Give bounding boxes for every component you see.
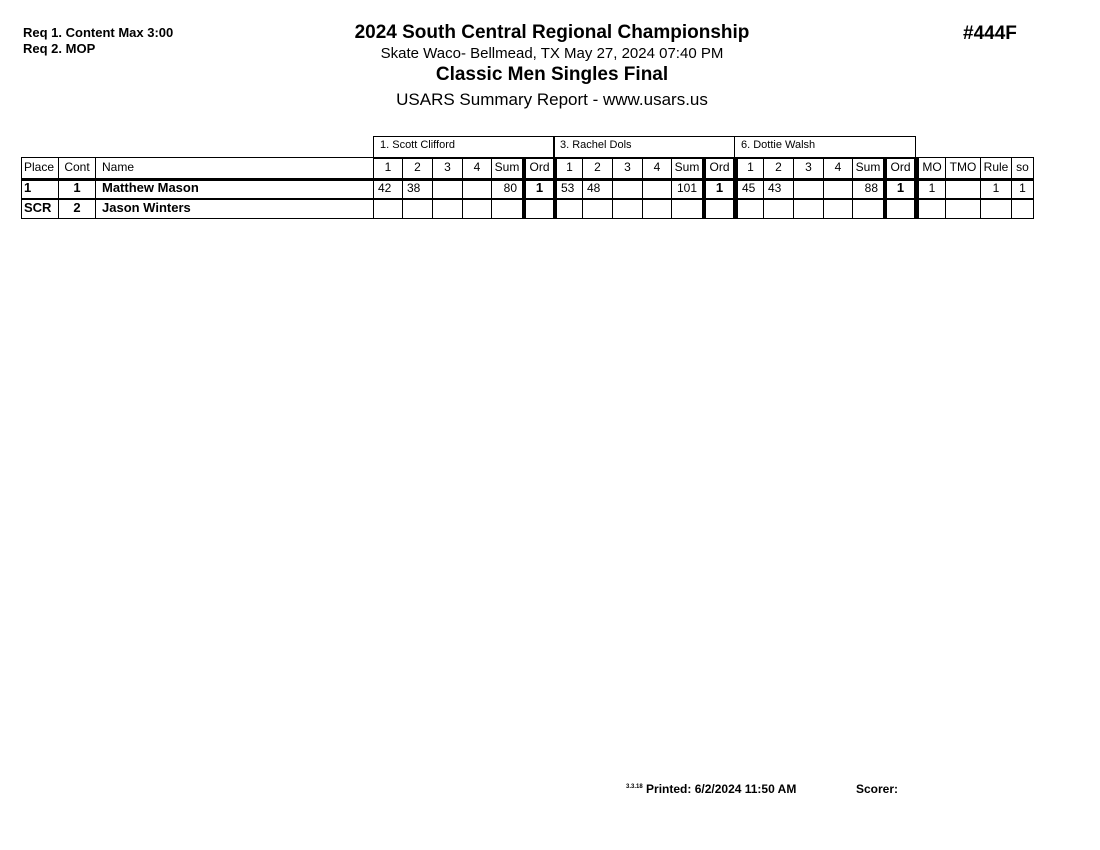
column-header-j2-1: 2 bbox=[582, 157, 613, 180]
column-header-j3-2: 3 bbox=[793, 157, 824, 180]
score-j1-1: 38 bbox=[402, 178, 433, 200]
score-j2-4: 101 bbox=[671, 178, 703, 200]
score-j3-0: 45 bbox=[734, 178, 764, 200]
score-j3-1: 43 bbox=[763, 178, 794, 200]
score-j3-5 bbox=[883, 198, 915, 219]
judge-header-3: 6. Dottie Walsh bbox=[734, 136, 916, 159]
column-header-so: so bbox=[1011, 157, 1034, 180]
score-j1-3 bbox=[462, 198, 492, 219]
column-header-j2-0: 1 bbox=[553, 157, 583, 180]
printed-info bbox=[626, 782, 796, 796]
judge-header-2: 3. Rachel Dols bbox=[553, 136, 735, 159]
row-mo bbox=[915, 198, 946, 219]
score-j1-5 bbox=[522, 198, 554, 219]
column-header-j1-4: Sum bbox=[491, 157, 523, 180]
column-header-j2-2: 3 bbox=[612, 157, 643, 180]
score-j2-0 bbox=[553, 198, 583, 219]
requirement-1: Req 1. Content Max 3:00 bbox=[23, 25, 174, 40]
score-j3-0 bbox=[734, 198, 764, 219]
row-so: 1 bbox=[1011, 178, 1034, 200]
row-cont: 2 bbox=[58, 198, 96, 219]
column-header-j1-3: 4 bbox=[462, 157, 492, 180]
row-skater-name: Jason Winters bbox=[95, 198, 374, 219]
printed-timestamp: Printed: 6/2/2024 11:50 AM bbox=[646, 782, 797, 796]
column-header-tmo: TMO bbox=[945, 157, 981, 180]
score-j1-4: 80 bbox=[491, 178, 523, 200]
score-j3-4 bbox=[852, 198, 884, 219]
score-j2-5: 1 bbox=[702, 178, 734, 200]
column-header-j2-3: 4 bbox=[642, 157, 672, 180]
column-header-j3-3: 4 bbox=[823, 157, 853, 180]
score-j1-0 bbox=[373, 198, 403, 219]
column-header-j2-5: Ord bbox=[702, 157, 734, 180]
column-header-place: Place bbox=[21, 157, 59, 180]
score-j3-5: 1 bbox=[883, 178, 915, 200]
column-header-j3-4: Sum bbox=[852, 157, 884, 180]
score-j1-4 bbox=[491, 198, 523, 219]
row-mo: 1 bbox=[915, 178, 946, 200]
scorer-label: Scorer: bbox=[856, 782, 899, 796]
column-header-j1-1: 2 bbox=[402, 157, 433, 180]
row-place: SCR bbox=[21, 198, 59, 219]
column-header-j1-2: 3 bbox=[432, 157, 463, 180]
venue-datetime: Skate Waco- Bellmead, TX May 27, 2024 07:40 PM bbox=[380, 45, 724, 62]
score-j3-1 bbox=[763, 198, 794, 219]
score-j1-1 bbox=[402, 198, 433, 219]
row-so bbox=[1011, 198, 1034, 219]
column-header-j3-5: Ord bbox=[883, 157, 915, 180]
score-j2-1 bbox=[582, 198, 613, 219]
score-j2-5 bbox=[702, 198, 734, 219]
score-j1-0: 42 bbox=[373, 178, 403, 200]
score-j1-5: 1 bbox=[522, 178, 554, 200]
score-j2-4 bbox=[671, 198, 703, 219]
column-header-rule: Rule bbox=[980, 157, 1012, 180]
score-j2-1: 48 bbox=[582, 178, 613, 200]
column-header-j3-1: 2 bbox=[763, 157, 794, 180]
row-tmo bbox=[945, 198, 981, 219]
column-header-mo: MO bbox=[915, 157, 946, 180]
event-title: Classic Men Singles Final bbox=[435, 64, 669, 85]
requirement-2: Req 2. MOP bbox=[23, 41, 96, 56]
score-j2-0: 53 bbox=[553, 178, 583, 200]
row-place: 1 bbox=[21, 178, 59, 200]
score-j2-3 bbox=[642, 198, 672, 219]
row-rule: 1 bbox=[980, 178, 1012, 200]
score-j3-3 bbox=[823, 198, 853, 219]
version-label: 3.3.18 bbox=[626, 784, 643, 790]
column-header-j3-0: 1 bbox=[734, 157, 764, 180]
score-j2-2 bbox=[612, 198, 643, 219]
event-code: #444F bbox=[963, 23, 1017, 44]
column-header-j1-0: 1 bbox=[373, 157, 403, 180]
row-rule bbox=[980, 198, 1012, 219]
report-subtitle: USARS Summary Report - www.usars.us bbox=[396, 90, 708, 109]
column-header-name: Name bbox=[95, 157, 374, 180]
score-j3-4: 88 bbox=[852, 178, 884, 200]
row-cont: 1 bbox=[58, 178, 96, 200]
column-header-j2-4: Sum bbox=[671, 157, 703, 180]
header-divider bbox=[21, 180, 1034, 182]
column-header-j1-5: Ord bbox=[522, 157, 554, 180]
row-skater-name: Matthew Mason bbox=[95, 178, 374, 200]
score-j1-2 bbox=[432, 198, 463, 219]
judge-header-1: 1. Scott Clifford bbox=[373, 136, 555, 159]
score-j3-2 bbox=[793, 198, 824, 219]
column-header-cont: Cont bbox=[58, 157, 96, 180]
competition-title: 2024 South Central Regional Championship bbox=[354, 22, 750, 43]
